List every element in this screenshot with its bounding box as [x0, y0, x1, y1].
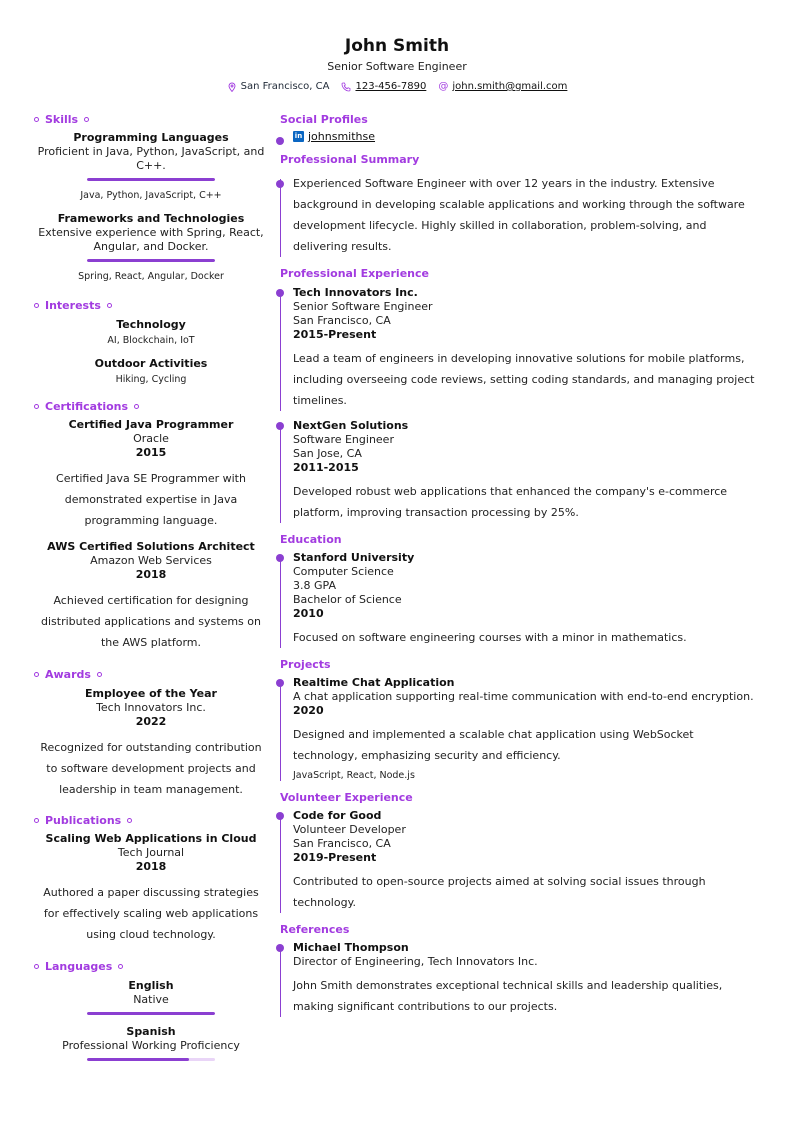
timeline-dot [276, 812, 284, 820]
phone-link[interactable]: 123-456-7890 [355, 81, 427, 92]
reference-desc: John Smith demonstrates exceptional technical skills and leadership qualities, making significant contributions to our projects. [293, 979, 723, 1013]
timeline-line [280, 682, 281, 781]
volunteer-desc: Contributed to open-source projects aimed at solving social issues through technology. [293, 875, 706, 909]
language-level-fill [87, 1012, 215, 1015]
ring-icon [34, 964, 39, 969]
skill-item [34, 212, 268, 283]
volunteer-heading: Volunteer Experience [280, 790, 413, 804]
interest-name: Outdoor Activities [94, 357, 208, 370]
publication-publisher: Tech Journal [117, 846, 185, 859]
language-level: Professional Working Proficiency [62, 1039, 240, 1052]
ring-icon [34, 818, 39, 823]
experience-entry [280, 419, 760, 523]
summary-text: Experienced Software Engineer with over 12 years in the industry. Extensive background in developing scalable applications and working through the software development lifecycle. Highly skilled in collaboration, problem-solving, and delivering results. [293, 177, 745, 253]
skill-keywords: Spring, React, Angular, Docker [78, 271, 224, 282]
contact-row [0, 81, 794, 92]
interests-heading [34, 297, 268, 313]
skill-level-fill [87, 178, 215, 181]
timeline-dot [276, 422, 284, 430]
project-desc: Designed and implemented a scalable chat application using WebSocket technology, emphasizing security and efficiency. [293, 728, 694, 762]
language-level: Native [133, 993, 169, 1006]
language-name: Spanish [126, 1025, 176, 1038]
certification-issuer: Oracle [133, 432, 169, 445]
linkedin-row [293, 130, 760, 143]
language-item [34, 1025, 268, 1061]
project-entry [280, 676, 760, 781]
job-dates: 2015-Present [293, 328, 377, 341]
skill-desc: Extensive experience with Spring, React, Angular, and Docker. [38, 226, 264, 253]
job-desc: Developed robust web applications that enhanced the company's e-commerce platform, improving transaction processing by 25%. [293, 485, 728, 519]
volunteer-section [280, 789, 760, 913]
map-pin-icon [227, 82, 237, 92]
projects-section [280, 656, 760, 781]
awards-title: Awards [45, 667, 91, 681]
interests-title: Interests [45, 298, 101, 312]
school-name: Stanford University [293, 551, 415, 564]
ring-icon [34, 404, 39, 409]
awards-heading [34, 666, 268, 682]
timeline-line [280, 557, 281, 648]
social-heading: Social Profiles [280, 112, 368, 126]
job-location: San Jose, CA [293, 447, 362, 460]
study-field: Computer Science [293, 565, 394, 578]
publications-heading [34, 812, 268, 828]
timeline-dot [276, 180, 284, 188]
certifications-heading [34, 398, 268, 414]
skills-title: Skills [45, 112, 79, 126]
publications-title: Publications [45, 813, 122, 827]
timeline-dot [276, 944, 284, 952]
ring-icon [127, 818, 132, 823]
right-column [280, 111, 760, 1023]
company-name: Tech Innovators Inc. [293, 286, 418, 299]
timeline-line [280, 425, 281, 523]
skills-heading [34, 111, 268, 127]
summary-heading: Professional Summary [280, 152, 420, 166]
skill-name: Frameworks and Technologies [57, 212, 245, 225]
graduation-year: 2010 [293, 607, 324, 620]
degree: Bachelor of Science [293, 593, 402, 606]
certifications-title: Certifications [45, 399, 129, 413]
education-desc: Focused on software engineering courses with a minor in mathematics. [293, 631, 687, 644]
skill-name: Programming Languages [73, 131, 229, 144]
location-text: San Francisco, CA [240, 81, 330, 92]
skill-keywords: Java, Python, JavaScript, C++ [80, 190, 222, 201]
certification-desc: Achieved certification for designing distributed applications and systems on the AWS platform. [41, 594, 261, 649]
language-item [34, 979, 268, 1015]
skill-desc: Proficient in Java, Python, JavaScript, and C++. [37, 145, 265, 172]
references-heading: References [280, 922, 350, 936]
timeline-dot [276, 137, 284, 145]
ring-icon [34, 303, 39, 308]
reference-name: Michael Thompson [293, 941, 409, 954]
award-item [34, 687, 268, 800]
interest-item [34, 318, 268, 347]
interest-keywords: AI, Blockchain, IoT [107, 335, 195, 346]
gpa: 3.8 GPA [293, 579, 336, 592]
job-location: San Francisco, CA [293, 314, 391, 327]
interest-name: Technology [116, 318, 186, 331]
certification-year: 2018 [135, 568, 167, 581]
certification-year: 2015 [135, 446, 167, 459]
job-position: Software Engineer [293, 433, 394, 446]
references-section [280, 921, 760, 1017]
location-item [227, 81, 330, 92]
timeline-dot [276, 679, 284, 687]
award-desc: Recognized for outstanding contribution to software development projects and leadership in team management. [40, 741, 262, 796]
social-entry [280, 130, 760, 143]
ring-icon [84, 117, 89, 122]
volunteer-position: Volunteer Developer [293, 823, 406, 836]
timeline-line [280, 947, 281, 1017]
volunteer-org: Code for Good [293, 809, 382, 822]
languages-title: Languages [45, 959, 113, 973]
certification-item [34, 418, 268, 531]
skill-level-bar [87, 178, 215, 181]
experience-heading: Professional Experience [280, 266, 429, 280]
left-column [34, 111, 268, 1069]
reference-entry [280, 941, 760, 1017]
publication-year: 2018 [135, 860, 167, 873]
ring-icon [118, 964, 123, 969]
experience-section [280, 265, 760, 523]
linkedin-icon: in [294, 132, 303, 140]
phone-item [341, 81, 426, 92]
education-entry [280, 551, 760, 648]
volunteer-dates: 2019-Present [293, 851, 377, 864]
email-link[interactable]: john.smith@gmail.com [452, 81, 568, 92]
timeline-line [280, 292, 281, 411]
ring-icon [107, 303, 112, 308]
interest-keywords: Hiking, Cycling [115, 374, 187, 385]
award-year: 2022 [135, 715, 167, 728]
certification-item [34, 540, 268, 653]
phone-icon [341, 82, 351, 92]
education-section [280, 531, 760, 648]
award-issuer: Tech Innovators Inc. [96, 701, 206, 714]
experience-entry [280, 286, 760, 411]
certification-name: AWS Certified Solutions Architect [47, 540, 255, 553]
skill-level-fill [87, 259, 215, 262]
ring-icon [97, 672, 102, 677]
publication-item [34, 832, 268, 945]
skill-item [34, 131, 268, 202]
language-level-fill [87, 1058, 189, 1061]
reference-role: Director of Engineering, Tech Innovators Inc. [293, 955, 538, 968]
interest-item [34, 357, 268, 386]
at-icon: @ [438, 81, 449, 92]
summary-section [280, 151, 760, 257]
social-section [280, 111, 760, 143]
project-summary: A chat application supporting real-time communication with end-to-end encryption. [293, 690, 754, 703]
volunteer-location: San Francisco, CA [293, 837, 391, 850]
award-name: Employee of the Year [85, 687, 217, 700]
project-name: Realtime Chat Application [293, 676, 455, 689]
candidate-title: Senior Software Engineer [327, 60, 467, 73]
language-level-bar [87, 1058, 215, 1061]
linkedin-link[interactable]: johnsmithse [308, 130, 376, 143]
timeline-line [280, 815, 281, 913]
projects-heading: Projects [280, 657, 331, 671]
ring-icon [34, 117, 39, 122]
skill-level-bar [87, 259, 215, 262]
publication-name: Scaling Web Applications in Cloud [45, 832, 257, 845]
volunteer-entry [280, 809, 760, 913]
education-heading: Education [280, 532, 342, 546]
resume-header [0, 0, 794, 92]
timeline-dot [276, 554, 284, 562]
language-name: English [128, 979, 174, 992]
language-level-bar [87, 1012, 215, 1015]
certification-issuer: Amazon Web Services [90, 554, 212, 567]
ring-icon [134, 404, 139, 409]
languages-heading [34, 958, 268, 974]
job-position: Senior Software Engineer [293, 300, 433, 313]
candidate-name: John Smith [344, 36, 450, 56]
timeline-line [280, 179, 281, 257]
project-year: 2020 [293, 704, 324, 717]
timeline-dot [276, 289, 284, 297]
job-desc: Lead a team of engineers in developing innovative solutions for mobile platforms, including overseeing code reviews, setting coding standards, and managing project timelines. [293, 352, 755, 407]
publication-desc: Authored a paper discussing strategies for effectively scaling web applications using cloud technology. [43, 886, 259, 941]
summary-entry [280, 173, 760, 257]
job-dates: 2011-2015 [293, 461, 359, 474]
ring-icon [34, 672, 39, 677]
email-item [438, 81, 567, 92]
certification-desc: Certified Java SE Programmer with demonstrated expertise in Java programming language. [56, 472, 246, 527]
project-keywords: JavaScript, React, Node.js [293, 770, 415, 781]
company-name: NextGen Solutions [293, 419, 409, 432]
certification-name: Certified Java Programmer [68, 418, 234, 431]
